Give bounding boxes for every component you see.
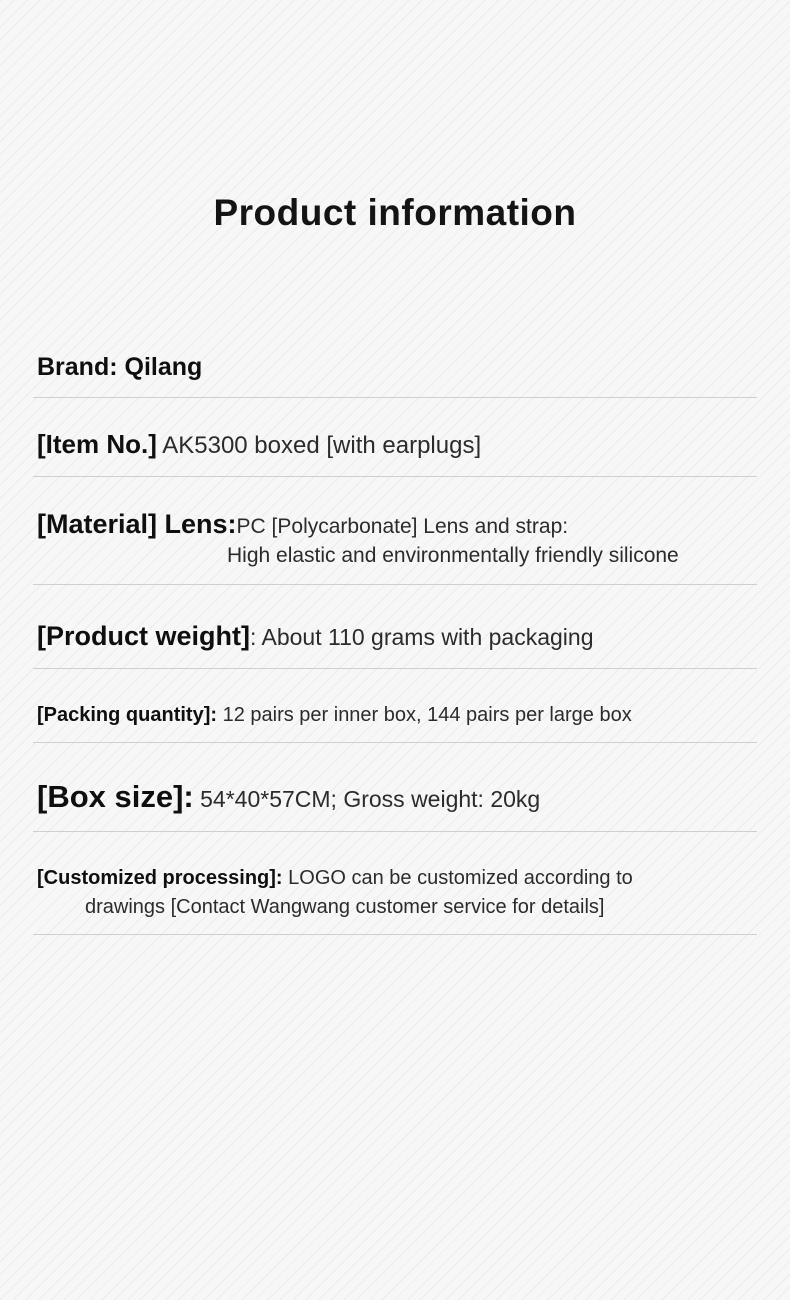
spec-label: [Product weight]: [37, 621, 250, 652]
spec-line: [33, 850, 757, 934]
divider: [33, 831, 757, 832]
divider: [33, 397, 757, 398]
spec-label: [Item No.]: [37, 429, 157, 459]
divider: [33, 584, 757, 585]
spec-line: [33, 495, 757, 584]
spec-value: AK5300 boxed [with earplugs]: [156, 432, 482, 459]
divider: [33, 934, 757, 935]
list-item: [33, 345, 757, 416]
spec-label: [Packing quantity]:: [37, 703, 218, 726]
divider: [33, 668, 757, 669]
spec-value: PC [Polycarbonate] Lens and strap:: [236, 514, 569, 538]
spec-value-continued: High elastic and environmentally friendly silicone: [227, 544, 679, 568]
divider: [33, 476, 757, 477]
list-item: [33, 495, 757, 603]
spec-line: [33, 416, 757, 476]
list-item: [33, 850, 757, 953]
list-item: [33, 687, 757, 762]
spec-label: [Box size]:: [37, 779, 194, 815]
spec-value: LOGO can be customized according to: [282, 866, 633, 889]
spec-value: 54*40*57CM; Gross weight: 20kg: [193, 786, 541, 813]
list-item: [33, 761, 757, 850]
divider: [33, 742, 757, 743]
spec-value-continued: drawings [Contact Wangwang customer service for details]: [85, 895, 605, 918]
list-item: [33, 416, 757, 495]
spec-line: [33, 603, 757, 668]
list-item: [33, 603, 757, 687]
spec-line: [33, 687, 757, 743]
specification-list: [33, 345, 757, 953]
spec-line: [33, 345, 757, 397]
spec-line: [33, 761, 757, 831]
spec-value: : About 110 grams with packaging: [249, 624, 594, 651]
spec-label: [Material] Lens:: [37, 508, 237, 539]
page-title: Product information: [213, 192, 577, 233]
spec-value: 12 pairs per inner box, 144 pairs per large box: [217, 703, 632, 726]
spec-label: Brand: Qilang: [37, 353, 203, 381]
spec-label: [Customized processing]:: [37, 866, 283, 889]
